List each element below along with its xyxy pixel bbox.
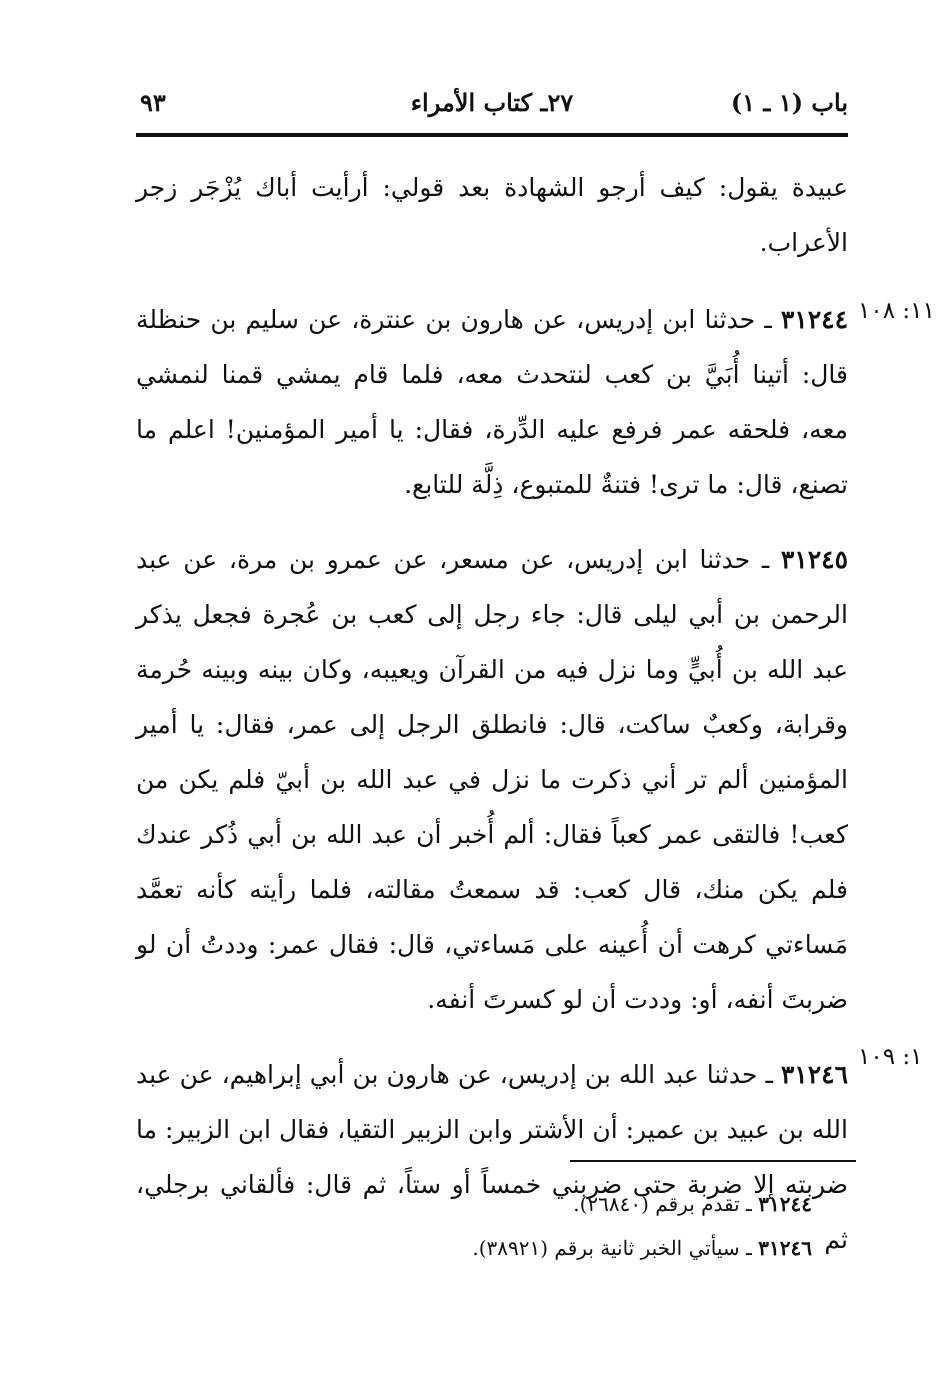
footnote-text: ـ تقدم برقم (٢٦٨٤٠). <box>573 1192 759 1216</box>
footnote-text: ـ سيأتي الخبر ثانية برقم (٣٨٩٢١). <box>472 1236 759 1260</box>
paragraph <box>136 160 848 270</box>
hadith-number: ٣١٢٤٦ <box>780 1060 848 1089</box>
margin-reference: ١١: ١٠٨ <box>858 298 935 324</box>
hadith-paragraph <box>136 292 848 512</box>
hadith-text: ـ حدثنا ابن إدريس، عن مسعر، عن عمرو بن مرة، عن عبد الرحمن بن أبي ليلى قال: جاء رجل إلى كعب بن عُجرة فجعل يذكر عبد الله بن أُبيٍّ وما نزل فيه من القرآن ويعيبه، وكان بينه وبينه حُرمة وقرابة، وكعبٌ ساكت، قال: فانطلق الرجل إلى عمر، فقال: يا أمير المؤمنين ألم تر أني ذكرت ما نزل في عبد الله بن أبيّ فلم يكن من كعب! فالتقى عمر كعباً فقال: ألم أُخبر أن عبد الله بن أبي ذُكر عندك فلم يكن منك، قال كعب: قد سمعتُ مقالته، فلما رأيته كأنه تعمَّد مَساءتي كرهت أن أُعينه على مَساءتي، قال: فقال عمر: وددتُ أن لو ضربتَ أنفه، أو: وددت أن لو كسرتَ أنفه. <box>136 545 848 1014</box>
paragraph-text: عبيدة يقول: كيف أرجو الشهادة بعد قولي: أرأيت أباك يُزْجَر زجر الأعراب. <box>136 173 848 257</box>
hadith-text: ـ حدثنا ابن إدريس، عن هارون بن عنترة، عن سليم بن حنظلة قال: أتينا أُبَيَّ بن كعب لنتحدث معه، فلما قام يمشي قمنا لنمشي معه، فلحقه عمر فرفع عليه الدِّرة، فقال: يا أمير المؤمنين! اعلم ما تصنع، قال: ما ترى! فتنةٌ للمتبوع، ذِلَّة للتابع. <box>136 305 848 499</box>
hadith-number: ٣١٢٤٤ <box>780 305 848 334</box>
main-text <box>136 160 848 1287</box>
footnote-number: ٣١٢٤٤ <box>758 1192 812 1216</box>
footnote <box>136 1182 812 1226</box>
hadith-text: ـ حدثنا عبد الله بن إدريس، عن هارون بن أبي إبراهيم، عن عبد الله بن عبيد بن عمير: أن الأشتر وابن الزبير التقيا، فقال ابن الزبير: ما ضربته إلا ضربة حتى ضربني خمساً أو ستاً، ثم قال: فألقاني برجلي، ثم <box>136 1060 848 1254</box>
margin-reference: ١: ١٠٩ <box>858 1044 923 1070</box>
book-title: ٢٧ـ كتاب الأمراء <box>410 88 574 117</box>
footnote-rule <box>570 1160 856 1162</box>
hadith-paragraph <box>136 532 848 1027</box>
footnote-number: ٣١٢٤٦ <box>758 1236 812 1260</box>
footnote <box>136 1226 812 1270</box>
page-number: ٩٣ <box>140 88 166 117</box>
page-header <box>136 80 848 130</box>
hadith-number: ٣١٢٤٥ <box>780 545 848 574</box>
header-rule <box>136 133 848 137</box>
section-title: باب (١ ـ ١) <box>730 88 848 117</box>
footnotes <box>136 1182 812 1270</box>
